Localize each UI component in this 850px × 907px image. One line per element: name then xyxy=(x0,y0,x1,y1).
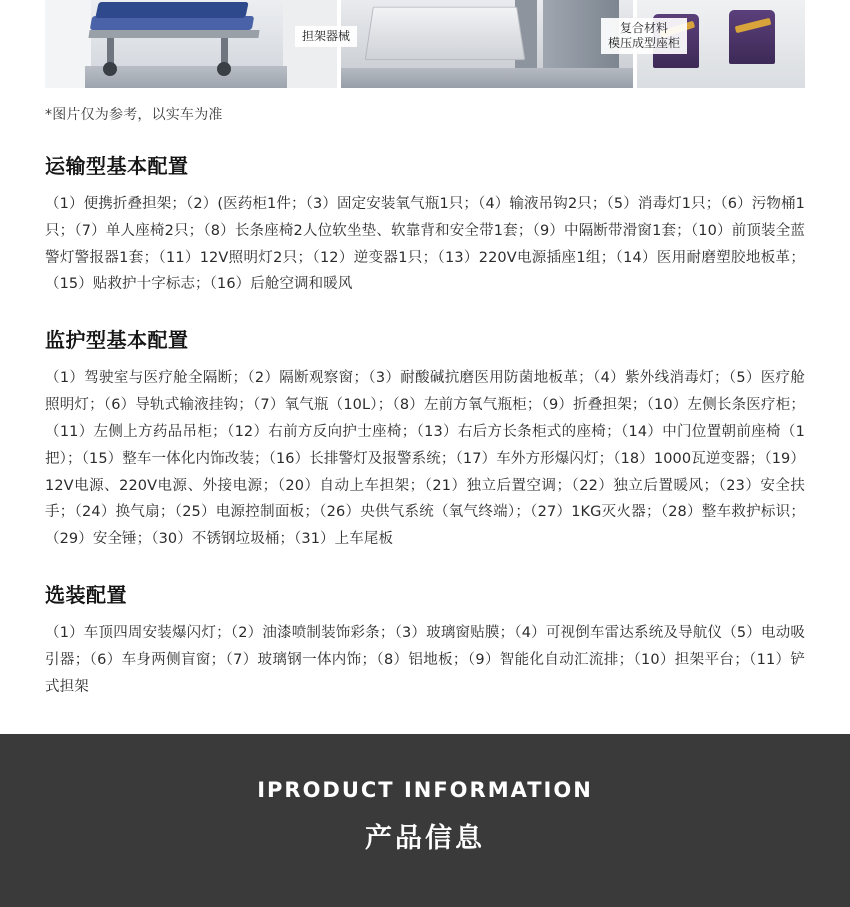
photo-decor-stretcher-wheel xyxy=(103,62,117,76)
footer-title-chinese: 产品信息 xyxy=(365,823,485,855)
photo-decor-floor xyxy=(341,68,633,88)
section-title-transport: 运输型基本配置 xyxy=(45,154,189,178)
photo-callout-stretcher: 担架器械 xyxy=(295,26,357,47)
photo-callout-seat-cabinet-line2: 模压成型座柜 xyxy=(608,36,681,50)
section-title-monitoring: 监护型基本配置 xyxy=(45,328,189,353)
product-photo-strip xyxy=(45,0,805,88)
photo-decor-stretcher-wheel xyxy=(217,62,231,76)
image-disclaimer-note: *图片仅为参考，以实车为准 xyxy=(45,107,223,123)
section-title-optional: 选装配置 xyxy=(45,582,127,607)
photo-decor-stretcher-leg xyxy=(107,38,114,64)
photo-decor-stretcher-pad xyxy=(90,16,254,30)
photo-stretcher-interior xyxy=(45,0,337,88)
photo-decor-stretcher-leg xyxy=(221,38,228,64)
photo-decor-panel xyxy=(365,7,526,60)
photo-moulded-seat-cabinet xyxy=(341,0,633,88)
product-information-band xyxy=(0,734,850,907)
spec-content xyxy=(0,104,850,700)
photo-callout-seat-cabinet xyxy=(601,18,687,54)
footer-title-english: IPRODUCT INFORMATION xyxy=(257,778,593,803)
section-body-transport: （1）便携折叠担架；（2）(医药柜1件；（3）固定安装氧气瓶1只；（4）输液吊钩2只；（5）消毒灯1只；（6）污物桶1只；（7）单人座椅2只；（8）长条座椅2人位软坐垫、软靠背和安全带1套；（9）中隔断带滑窗1套；（10）前顶装全蓝警灯警报器1套；（11）12V照明灯2只；（12）逆变器1只；（13）220V电源插座1组；（14）医用耐磨塑胶地板革；（15）贴救护十字标志；（16）后舱空调和暖风 xyxy=(45,196,805,293)
photo-decor-stretcher-frame xyxy=(88,30,259,38)
section-body-monitoring: （1）驾驶室与医疗舱全隔断；（2）隔断观察窗；（3）耐酸碱抗磨医用防菌地板革；（4）紫外线消毒灯；（5）医疗舱照明灯；（6）导轨式输液挂钩；（7）氧气瓶（10L）；（8）左前方氧气瓶柜；（9）折叠担架；（10）左侧长条医疗柜；（11）左侧上方药品吊柜；（12）右前方反向护士座椅；（13）右后方长条柜式的座椅；（14）中门位置朝前座椅（1把）；（15）整车一体化内饰改装；（16）长排警灯及报警系统；（17）车外方形爆闪灯；（18）1000瓦逆变器；（19）12V电源、220V电源、外接电源；（20）自动上车担架；（21）独立后置空调；（22）独立后置暖风；（23）安全扶手；（24）换气扇；（25）电源控制面板；（26）央供气系统（氧气终端）；（27）1KG灭火器；（28）整车救护标识；（29）安全锤；（30）不锈钢垃圾桶；（31）上车尾板 xyxy=(45,370,805,548)
photo-callout-seat-cabinet-line1: 复合材料 xyxy=(620,21,669,35)
section-body-optional: （1）车顶四周安装爆闪灯；（2）油漆喷制装饰彩条；（3）玻璃窗贴膜；（4）可视倒车雷达系统及导航仪（5）电动吸引器；（6）车身两侧盲窗；（7）玻璃钢一体内饰；（8）铝地板；（9）智能化自动汇流排；（10）担架平台；（11）铲式担架 xyxy=(45,624,805,695)
photo-decor-stretcher-top xyxy=(95,2,248,18)
